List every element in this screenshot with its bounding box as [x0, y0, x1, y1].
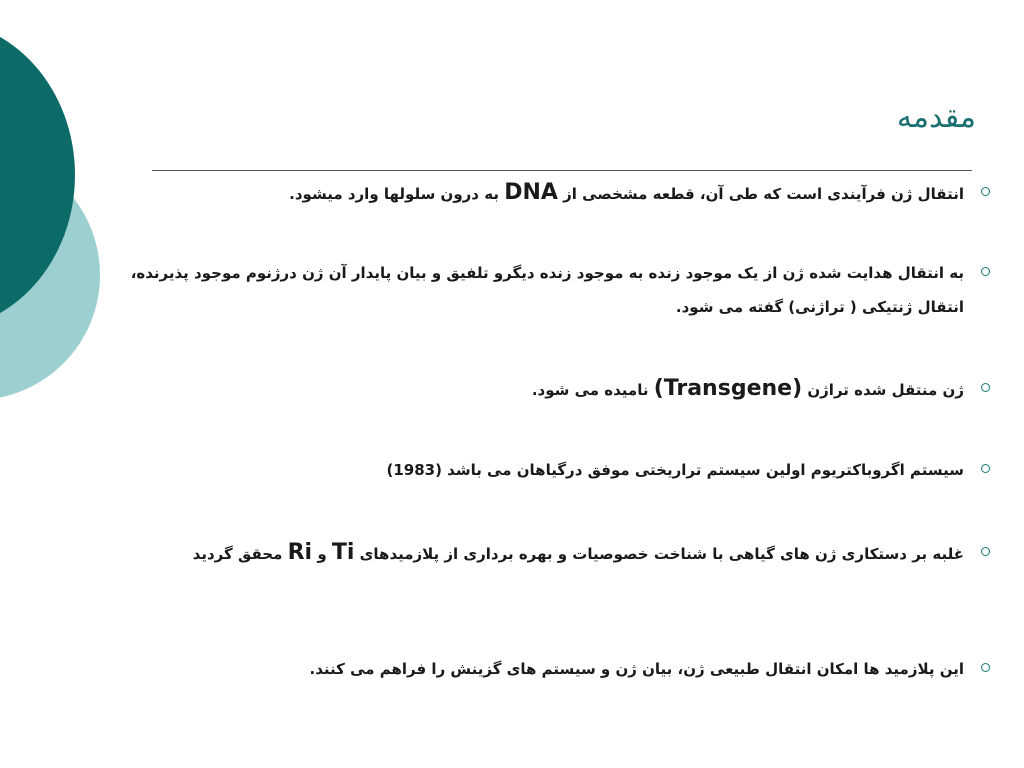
bullet-item-transgene	[130, 372, 964, 407]
bullet-text: به درون سلولها وارد میشود.	[289, 185, 499, 203]
bullet-text: این پلازمید ها امکان انتقال طبیعی ژن، بیان ژن و سیستم های گزینش را فراهم می کنند.	[309, 660, 964, 678]
circle-bullet-icon	[981, 547, 990, 556]
bullet-text: سیستم اگروباکتریوم اولین سیستم تراریختی موفق درگیاهان می باشد (1983)	[386, 461, 964, 479]
bullet-text: ژن منتقل شده تراژن	[807, 381, 964, 399]
title-divider	[152, 170, 972, 171]
bullet-item-definition	[130, 256, 964, 324]
circle-bullet-icon	[981, 383, 990, 392]
bullet-text: به انتقال هدایت شده ژن از یک موجود زنده به موجود زنده دیگرو تلفیق و بیان پایدار آن ژن درژنوم موجود پذیرنده، انتقال ژنتیکی ( تراژنی) گفته می شود.	[130, 264, 964, 316]
bullet-item-agrobacterium	[130, 453, 964, 487]
bullet-text: محقق گردید	[192, 545, 283, 563]
circle-bullet-icon	[981, 464, 990, 473]
bullet-item-natural-transfer	[130, 652, 964, 686]
term-transgene: (Transgene)	[653, 376, 803, 401]
term-dna: DNA	[504, 180, 558, 205]
circle-bullet-icon	[981, 187, 990, 196]
slide-title: مقدمه	[896, 100, 976, 135]
circle-bullet-icon	[981, 267, 990, 276]
bullet-text: و	[317, 545, 327, 563]
circle-bullet-icon	[981, 663, 990, 672]
bullet-text: نامیده می شود.	[531, 381, 649, 399]
bullet-item-plasmids	[130, 536, 964, 571]
bullet-text: غلبه بر دستکاری ژن های گیاهی با شناخت خصوصیات و بهره برداری از پلازمیدهای	[359, 545, 964, 563]
term-ri: Ri	[287, 540, 313, 565]
bullet-text: انتقال ژن فرآیندی است که طی آن، قطعه مشخصی از	[563, 185, 964, 203]
term-ti: Ti	[331, 540, 355, 565]
bullet-item-gene-transfer	[130, 176, 964, 211]
